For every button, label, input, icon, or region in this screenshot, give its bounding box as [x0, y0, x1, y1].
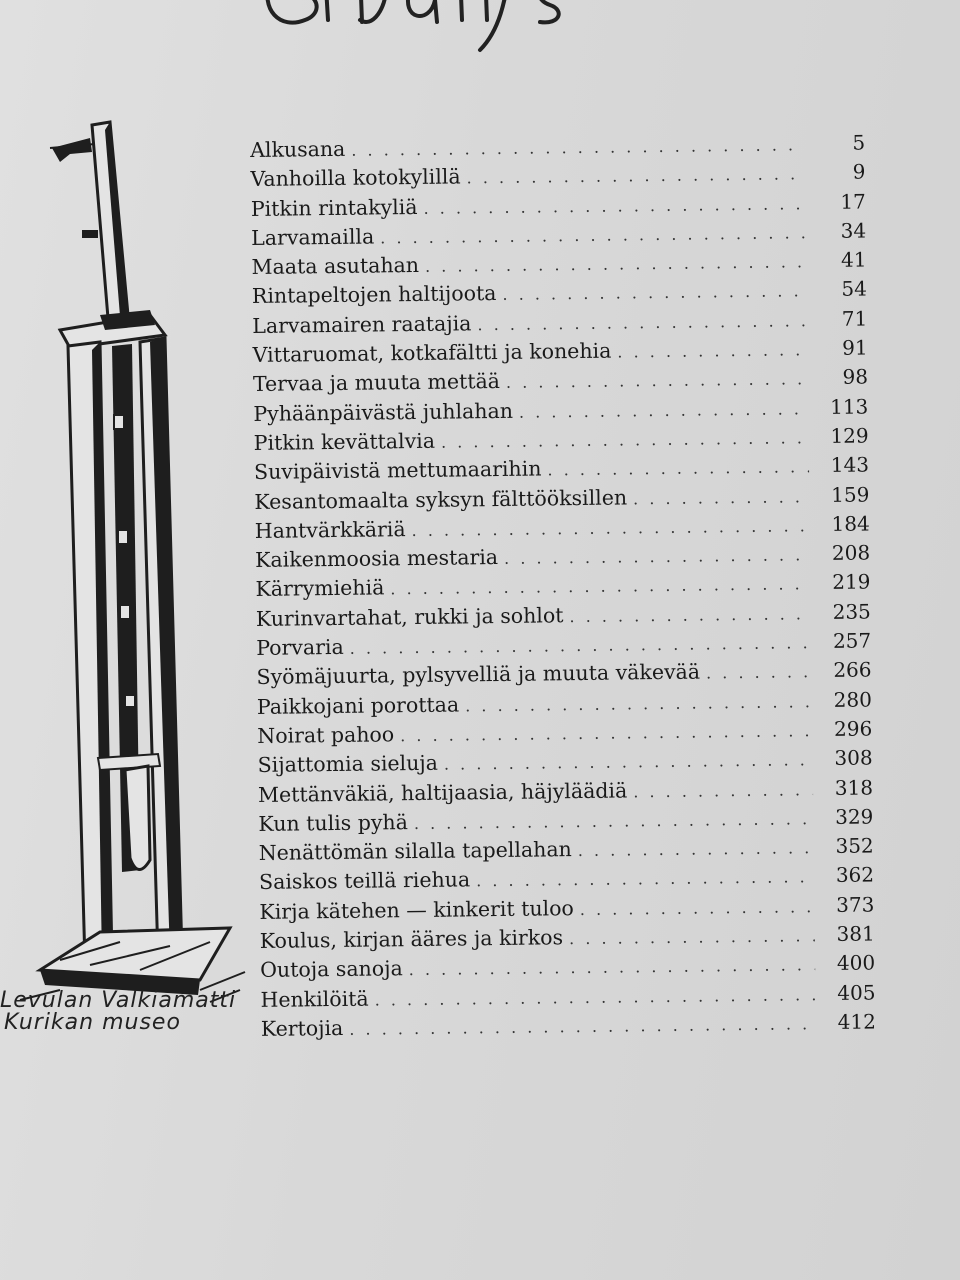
toc-title: Saiskos teillä riehua	[258, 867, 471, 895]
toc-leader-dots	[375, 985, 816, 1009]
toc-page-number: 235	[832, 599, 871, 624]
toc-page-number: 280	[833, 687, 873, 712]
toc-page-number: 219	[832, 569, 871, 595]
toc-page-number: 17	[840, 189, 866, 214]
toc-page-number: 34	[840, 218, 867, 243]
toc-page-number: 400	[836, 950, 876, 976]
toc-title: Henkilöitä	[260, 986, 369, 1012]
toc-title: Kun tulis pyhä	[258, 809, 409, 836]
toc-page-number: 318	[834, 774, 874, 800]
toc-leader-dots	[444, 750, 813, 774]
toc-title: Rintapeltojen haltijoota	[251, 281, 497, 309]
toc-title: Larvamairen raatajia	[252, 311, 472, 338]
toc-page-number: 266	[833, 657, 872, 683]
toc-title: Outoja sanoja	[260, 956, 403, 983]
toc-page-number: 329	[835, 804, 874, 829]
toc-page-number: 5	[852, 130, 866, 155]
toc-leader-dots	[617, 340, 807, 361]
toc-title: Porvaria	[256, 634, 344, 661]
toc-page-number: 113	[829, 394, 869, 419]
toc-leader-dots	[506, 370, 808, 393]
toc-page-number: 91	[842, 335, 868, 360]
toc-leader-dots	[477, 311, 807, 334]
table-of-contents	[250, 130, 876, 1046]
toc-page-number: 381	[836, 921, 875, 946]
toc-leader-dots	[578, 838, 814, 860]
caption-line-1: Levulan Valkiamatti	[0, 988, 237, 1013]
toc-page-number: 9	[852, 159, 866, 184]
toc-title: Kesantomaalta syksyn fälttööksillen	[254, 484, 628, 514]
toc-leader-dots	[633, 487, 810, 508]
toc-page-number: 54	[841, 276, 868, 302]
toc-leader-dots	[441, 428, 809, 451]
toc-page-number: 257	[832, 628, 872, 653]
toc-page-number: 296	[833, 716, 873, 741]
toc-leader-dots	[414, 809, 814, 833]
toc-title: Suvipäivistä mettumaarihin	[253, 456, 542, 485]
toc-leader-dots	[476, 868, 814, 891]
toc-page-number: 184	[831, 511, 870, 536]
toc-leader-dots	[569, 604, 811, 626]
caption-line-2: Kurikan museo	[4, 1010, 181, 1035]
toc-page-number: 98	[842, 364, 869, 390]
toc-page-number: 352	[835, 833, 874, 859]
toc-page-number: 208	[831, 540, 871, 566]
toc-title: Koulus, kirjan ääres ja kirkos	[259, 925, 564, 953]
toc-page-number: 373	[836, 892, 875, 917]
toc-title: Pyhäänpäivästä juhlahan	[253, 398, 514, 426]
toc-leader-dots	[351, 135, 805, 160]
toc-leader-dots	[706, 663, 812, 683]
toc-leader-dots	[465, 692, 812, 715]
toc-title: Maata asutahan	[251, 253, 420, 280]
toc-title: Tervaa ja muuta mettää	[252, 369, 501, 397]
toc-page-number: 71	[841, 306, 868, 331]
toc-title: Vittaruomat, kotkafältti ja konehia	[252, 338, 612, 368]
toc-title: Larvamailla	[251, 224, 375, 250]
toc-leader-dots	[569, 926, 815, 948]
toc-title: Syömäjuurta, pylsyvelliä ja muuta väkevää	[256, 659, 701, 690]
toc-leader-dots	[633, 780, 813, 801]
toc-leader-dots	[400, 721, 812, 745]
toc-leader-dots	[502, 282, 807, 305]
toc-leader-dots	[423, 194, 806, 218]
toc-leader-dots	[349, 1014, 816, 1039]
toc-title: Kaikenmoosia mestaria	[255, 545, 499, 573]
toc-leader-dots	[504, 545, 810, 568]
toc-title: Hantvärkkäriä	[254, 516, 406, 543]
toc-page-number: 412	[837, 1009, 876, 1034]
toc-title: Vanhoilla kotokylillä	[250, 164, 461, 192]
toc-title: Nenättömän silalla tapellahan	[258, 837, 572, 866]
toc-title: Pitkin rintakyliä	[250, 194, 418, 221]
toc-leader-dots	[519, 399, 809, 422]
toc-leader-dots	[425, 252, 807, 276]
toc-leader-dots	[547, 457, 809, 479]
toc-leader-dots	[467, 165, 806, 188]
toc-title: Noirat pahoo	[257, 722, 395, 748]
toc-title: Kärrymiehiä	[255, 575, 385, 602]
toc-page-number: 41	[840, 247, 867, 272]
toc-title: Alkusana	[250, 136, 346, 162]
toc-title: Pitkin kevättalvia	[253, 428, 436, 455]
toc-page-number: 308	[834, 745, 873, 771]
toc-leader-dots	[350, 633, 812, 658]
toc-title: Sijattomia sieluja	[257, 750, 439, 778]
toc-leader-dots	[390, 575, 810, 599]
toc-title: Kurinvartahat, rukki ja sohlot	[255, 602, 564, 631]
toc-entry	[261, 1009, 876, 1046]
wooden-stand-illustration	[0, 110, 260, 1070]
toc-title: Paikkojani porottaa	[256, 692, 460, 719]
toc-leader-dots	[411, 516, 809, 540]
toc-page-number: 362	[835, 862, 875, 888]
toc-page-number: 159	[831, 482, 870, 507]
toc-page-number: 129	[830, 423, 869, 448]
toc-title: Mettänväkiä, haltijaasia, häjyläädiä	[257, 777, 628, 807]
illustration-caption	[0, 990, 260, 1034]
toc-leader-dots	[580, 897, 815, 919]
toc-leader-dots	[409, 955, 816, 979]
toc-leader-dots	[380, 223, 806, 247]
toc-page-number: 143	[830, 452, 870, 478]
toc-title: Kertojia	[260, 1015, 344, 1041]
toc-title: Kirja kätehen — kinkerit tuloo	[259, 895, 574, 924]
calligraphic-heading-fragment	[250, 0, 580, 55]
toc-page-number: 405	[837, 980, 876, 1005]
